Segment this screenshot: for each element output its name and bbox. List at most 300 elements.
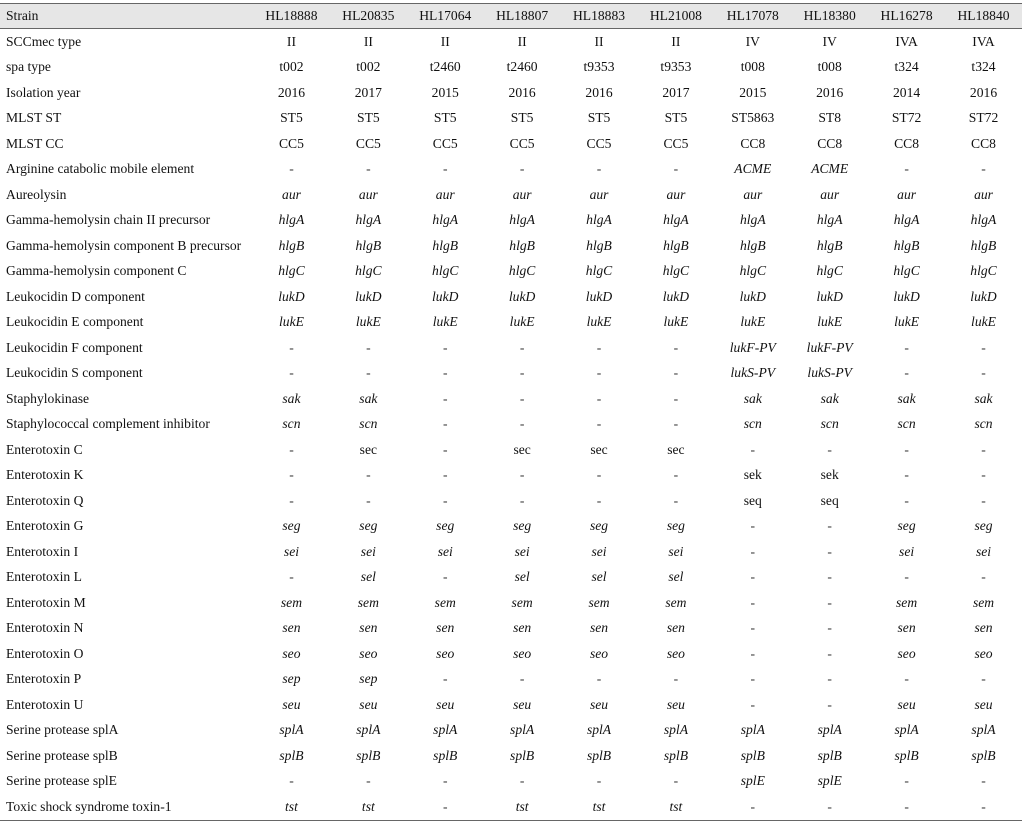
row-label: MLST CC bbox=[6, 135, 64, 151]
table-cell: 2016 bbox=[585, 84, 613, 100]
table-cell: splB bbox=[971, 747, 996, 763]
table-cell: lukS-PV bbox=[807, 365, 852, 381]
table-cell: - bbox=[442, 339, 448, 355]
table-cell: sel bbox=[668, 569, 684, 585]
table-cell: - bbox=[827, 543, 832, 559]
table-cell: sem bbox=[511, 594, 533, 610]
table-cell: - bbox=[519, 773, 525, 789]
table-cell: sak bbox=[743, 390, 762, 406]
table-row bbox=[0, 616, 1022, 642]
table-cell: - bbox=[407, 794, 484, 820]
table-cell: - bbox=[714, 794, 791, 820]
table-cell: tst bbox=[330, 794, 407, 820]
table-cell: - bbox=[596, 671, 602, 687]
table-cell: hlgC bbox=[662, 263, 690, 279]
table-cell: - bbox=[750, 645, 756, 661]
table-cell: - bbox=[827, 518, 832, 534]
table-cell: splA bbox=[663, 722, 688, 738]
table-cell: - bbox=[904, 671, 909, 687]
table-row bbox=[0, 641, 1022, 667]
table-cell: lukE bbox=[279, 314, 304, 330]
table-cell: seo bbox=[666, 645, 685, 661]
table-cell: lukS-PV bbox=[730, 365, 776, 381]
table-cell: scn bbox=[897, 416, 916, 432]
table-cell: scn bbox=[974, 416, 993, 432]
table-cell: sem bbox=[434, 594, 456, 610]
table-cell: sei bbox=[668, 543, 684, 559]
table-cell: 2017 bbox=[354, 84, 382, 100]
table-cell: - bbox=[750, 696, 756, 712]
table-row bbox=[0, 565, 1022, 591]
table-cell: - bbox=[442, 161, 448, 177]
table-cell: hlgC bbox=[432, 263, 459, 279]
table-cell: scn bbox=[359, 416, 378, 432]
table-cell: - bbox=[442, 467, 448, 483]
table-row bbox=[0, 667, 1022, 693]
row-label: Enterotoxin L bbox=[6, 569, 82, 585]
table-cell: sen bbox=[666, 620, 685, 636]
table-cell: ST5 bbox=[510, 110, 534, 126]
table-cell: hlgC bbox=[970, 263, 997, 279]
table-cell: splE bbox=[740, 773, 765, 789]
table-cell: seu bbox=[359, 696, 378, 712]
table-cell: - bbox=[519, 492, 525, 508]
table-cell: seu bbox=[513, 696, 532, 712]
table-cell: sen bbox=[359, 620, 378, 636]
table-cell: hlgB bbox=[432, 237, 459, 253]
table-cell: t9353 bbox=[660, 59, 692, 75]
table-cell: - bbox=[442, 390, 448, 406]
row-label: Arginine catabolic mobile element bbox=[6, 161, 195, 177]
table-cell: - bbox=[289, 365, 294, 381]
table-cell: hlgB bbox=[739, 237, 766, 253]
table-cell: lukD bbox=[662, 288, 690, 304]
header-row bbox=[0, 4, 1022, 29]
table-cell: sec bbox=[667, 441, 685, 457]
table-cell: - bbox=[750, 518, 756, 534]
table-cell: IVA bbox=[895, 33, 918, 49]
table-cell: splB bbox=[586, 747, 612, 763]
row-label: Serine protease splB bbox=[6, 747, 118, 763]
table-cell: - bbox=[791, 794, 868, 820]
table-cell: - bbox=[673, 161, 679, 177]
table-row bbox=[0, 590, 1022, 616]
table-cell: - bbox=[519, 467, 525, 483]
table-cell: ST72 bbox=[968, 110, 999, 126]
table-cell: sep bbox=[359, 671, 378, 687]
table-cell: - bbox=[904, 492, 909, 508]
table-cell: lukE bbox=[509, 314, 535, 330]
table-cell: aur bbox=[743, 186, 763, 202]
header-strain: HL18807 bbox=[484, 4, 561, 29]
table-cell: - bbox=[673, 492, 679, 508]
table-row bbox=[0, 718, 1022, 744]
table-cell: IV bbox=[822, 33, 837, 49]
table-cell: sak bbox=[897, 390, 916, 406]
row-label: Gamma-hemolysin component B precursor bbox=[6, 237, 242, 253]
table-cell: hlgA bbox=[432, 212, 459, 228]
table-row bbox=[0, 743, 1022, 769]
header-strain: HL18888 bbox=[253, 4, 330, 29]
row-label: Aureolysin bbox=[6, 186, 67, 202]
table-cell: CC8 bbox=[740, 135, 766, 151]
table-cell: lukF-PV bbox=[729, 339, 776, 355]
table-cell: splA bbox=[971, 722, 996, 738]
table-cell: - bbox=[289, 773, 294, 789]
table-cell: - bbox=[981, 339, 986, 355]
table-cell: sel bbox=[514, 569, 530, 585]
table-cell: splA bbox=[894, 722, 919, 738]
table-cell: - bbox=[981, 569, 986, 585]
table-cell: - bbox=[673, 390, 679, 406]
table-cell: - bbox=[366, 365, 371, 381]
table-cell: - bbox=[289, 492, 294, 508]
table-cell: - bbox=[750, 569, 756, 585]
table-cell: II bbox=[517, 33, 527, 49]
table-cell: lukD bbox=[278, 288, 305, 304]
table-cell: seg bbox=[589, 518, 609, 534]
row-label: Toxic shock syndrome toxin-1 bbox=[0, 794, 253, 820]
table-cell: - bbox=[904, 339, 909, 355]
table-cell: sem bbox=[280, 594, 303, 610]
table-cell: lukE bbox=[894, 314, 920, 330]
table-cell: aur bbox=[358, 186, 378, 202]
table-cell: - bbox=[519, 339, 525, 355]
table-cell: - bbox=[519, 390, 525, 406]
row-label: Leukocidin D component bbox=[6, 288, 145, 304]
table-cell: - bbox=[673, 416, 679, 432]
table-cell: - bbox=[827, 696, 832, 712]
table-cell: - bbox=[673, 365, 679, 381]
table-cell: splB bbox=[894, 747, 919, 763]
table-row bbox=[0, 233, 1022, 259]
table-row bbox=[0, 361, 1022, 387]
row-label: spa type bbox=[6, 59, 51, 75]
table-cell: lukD bbox=[432, 288, 459, 304]
table-cell: lukE bbox=[740, 314, 766, 330]
table-cell: - bbox=[519, 161, 525, 177]
table-cell: sek bbox=[743, 467, 762, 483]
table-cell: CC5 bbox=[278, 135, 304, 151]
table-cell: ST72 bbox=[891, 110, 922, 126]
table-cell: - bbox=[289, 467, 294, 483]
table-cell: - bbox=[596, 773, 602, 789]
table-cell: sek bbox=[820, 467, 839, 483]
table-cell: t324 bbox=[894, 59, 919, 75]
table-cell: lukE bbox=[663, 314, 689, 330]
row-label: Enterotoxin G bbox=[6, 518, 84, 534]
table-cell: aur bbox=[666, 186, 686, 202]
table-cell: 2016 bbox=[816, 84, 844, 100]
table-cell: sen bbox=[282, 620, 301, 636]
table-cell: splB bbox=[817, 747, 842, 763]
table-cell: ACME bbox=[734, 161, 772, 177]
table-cell: - bbox=[673, 339, 679, 355]
table-cell: tst bbox=[561, 794, 638, 820]
table-cell: splA bbox=[510, 722, 535, 738]
table-cell: t324 bbox=[971, 59, 996, 75]
table-cell: sec bbox=[513, 441, 531, 457]
table-cell: seu bbox=[589, 696, 609, 712]
header-strain: HL18840 bbox=[945, 4, 1022, 29]
row-label: Enterotoxin Q bbox=[6, 492, 84, 508]
table-cell: lukF-PV bbox=[806, 339, 853, 355]
table-row bbox=[0, 514, 1022, 540]
table-cell: - bbox=[289, 161, 294, 177]
table-cell: seo bbox=[359, 645, 378, 661]
table-cell: hlgC bbox=[585, 263, 613, 279]
table-cell: seo bbox=[436, 645, 455, 661]
table-row bbox=[0, 310, 1022, 336]
table-cell: - bbox=[596, 492, 602, 508]
header-strain: HL21008 bbox=[637, 4, 714, 29]
table-row bbox=[0, 335, 1022, 361]
table-cell: t2460 bbox=[429, 59, 461, 75]
table-row bbox=[0, 769, 1022, 795]
table-cell: hlgA bbox=[509, 212, 535, 228]
row-label: Serine protease splE bbox=[6, 773, 117, 789]
table-cell: CC5 bbox=[509, 135, 535, 151]
table-cell: sep bbox=[282, 671, 301, 687]
row-label: MLST ST bbox=[6, 110, 62, 126]
row-label: Enterotoxin O bbox=[6, 645, 84, 661]
table-cell: splB bbox=[433, 747, 458, 763]
table-cell: II bbox=[363, 33, 373, 49]
table-cell: seg bbox=[359, 518, 378, 534]
table-cell: sem bbox=[972, 594, 995, 610]
table-cell: sem bbox=[357, 594, 379, 610]
table-cell: aur bbox=[897, 186, 917, 202]
table-cell: sem bbox=[896, 594, 918, 610]
table-row bbox=[0, 106, 1022, 132]
table-cell: - bbox=[442, 492, 448, 508]
table-cell: hlgC bbox=[508, 263, 536, 279]
table-cell: sei bbox=[591, 543, 607, 559]
table-cell: sen bbox=[436, 620, 455, 636]
row-label: Enterotoxin I bbox=[6, 543, 79, 559]
table-cell: aur bbox=[589, 186, 609, 202]
table-cell: sen bbox=[974, 620, 993, 636]
table-row bbox=[0, 157, 1022, 183]
table-cell: - bbox=[750, 671, 756, 687]
table-cell: seo bbox=[897, 645, 916, 661]
table-cell: - bbox=[827, 594, 832, 610]
table-cell: tst bbox=[253, 794, 330, 820]
table-cell: - bbox=[904, 441, 909, 457]
header-strain: HL16278 bbox=[868, 4, 945, 29]
table-cell: - bbox=[673, 773, 679, 789]
table-cell: sei bbox=[283, 543, 300, 559]
table-cell: scn bbox=[282, 416, 301, 432]
table-cell: lukD bbox=[739, 288, 767, 304]
table-cell: - bbox=[673, 467, 679, 483]
row-label: Enterotoxin U bbox=[6, 696, 84, 712]
table-cell: splB bbox=[740, 747, 765, 763]
table-cell: sel bbox=[591, 569, 607, 585]
table-cell: lukE bbox=[971, 314, 996, 330]
table-row bbox=[0, 284, 1022, 310]
table-cell: sak bbox=[820, 390, 839, 406]
row-label: Leukocidin S component bbox=[6, 365, 143, 381]
table-cell: - bbox=[981, 161, 986, 177]
table-cell: - bbox=[981, 467, 986, 483]
table-cell: ACME bbox=[811, 161, 849, 177]
table-cell: hlgB bbox=[586, 237, 612, 253]
table-cell: - bbox=[750, 620, 756, 636]
table-cell: seo bbox=[513, 645, 532, 661]
table-cell: ST5 bbox=[280, 110, 303, 126]
table-cell: lukD bbox=[355, 288, 382, 304]
table-cell: lukD bbox=[508, 288, 536, 304]
table-cell: aur bbox=[820, 186, 840, 202]
table-cell: splA bbox=[433, 722, 458, 738]
table-cell: seo bbox=[282, 645, 301, 661]
table-cell: - bbox=[904, 161, 909, 177]
table-cell: tst bbox=[484, 794, 561, 820]
table-cell: - bbox=[673, 671, 679, 687]
table-cell: hlgA bbox=[816, 212, 843, 228]
table-cell: hlgB bbox=[509, 237, 535, 253]
table-cell: sen bbox=[513, 620, 532, 636]
table-cell: splA bbox=[279, 722, 304, 738]
table-cell: lukD bbox=[585, 288, 613, 304]
row-label: Leukocidin E component bbox=[6, 314, 144, 330]
table-cell: t002 bbox=[279, 59, 304, 75]
table-cell: seq bbox=[820, 492, 839, 508]
table-cell: ST5863 bbox=[731, 110, 775, 126]
table-cell: seg bbox=[282, 518, 301, 534]
table-cell: - bbox=[904, 467, 909, 483]
table-cell: - bbox=[904, 569, 909, 585]
table-row bbox=[0, 386, 1022, 412]
table-cell: sei bbox=[360, 543, 376, 559]
row-label: Enterotoxin P bbox=[6, 671, 82, 687]
row-label: Enterotoxin C bbox=[6, 441, 83, 457]
strain-virulence-table bbox=[0, 3, 1022, 821]
table-cell: hlgB bbox=[663, 237, 689, 253]
table-cell: CC5 bbox=[586, 135, 612, 151]
table-row bbox=[0, 55, 1022, 81]
table-cell: lukD bbox=[970, 288, 997, 304]
table-cell: splA bbox=[740, 722, 765, 738]
table-cell: seo bbox=[589, 645, 609, 661]
table-cell: sen bbox=[589, 620, 609, 636]
table-cell: scn bbox=[743, 416, 762, 432]
table-row bbox=[0, 259, 1022, 285]
table-cell: - bbox=[596, 339, 602, 355]
table-cell: sak bbox=[359, 390, 378, 406]
table-cell: hlgC bbox=[816, 263, 843, 279]
row-label: Gamma-hemolysin chain II precursor bbox=[6, 212, 211, 228]
table-cell: aur bbox=[512, 186, 532, 202]
table-cell: CC5 bbox=[355, 135, 381, 151]
table-cell: - bbox=[366, 492, 371, 508]
table-cell: sak bbox=[974, 390, 993, 406]
table-cell: seq bbox=[743, 492, 762, 508]
table-cell: - bbox=[442, 569, 448, 585]
header-strain: HL18883 bbox=[561, 4, 638, 29]
table-row bbox=[0, 488, 1022, 514]
table-row bbox=[0, 80, 1022, 106]
table-cell: splA bbox=[356, 722, 381, 738]
table-cell: 2017 bbox=[662, 84, 690, 100]
table-cell: hlgC bbox=[739, 263, 767, 279]
table-cell: scn bbox=[820, 416, 839, 432]
table-cell: - bbox=[519, 671, 525, 687]
table-cell: lukD bbox=[893, 288, 920, 304]
table-cell: ST5 bbox=[587, 110, 611, 126]
table-cell: - bbox=[366, 467, 371, 483]
table-cell: 2015 bbox=[431, 84, 459, 100]
table-cell: sei bbox=[975, 543, 992, 559]
table-cell: - bbox=[519, 416, 525, 432]
row-label: Enterotoxin K bbox=[6, 467, 84, 483]
table-cell: - bbox=[827, 620, 832, 636]
table-cell: hlgA bbox=[586, 212, 612, 228]
table-cell: - bbox=[289, 569, 294, 585]
table-cell: - bbox=[981, 441, 986, 457]
table-cell: seu bbox=[897, 696, 916, 712]
table-cell: IVA bbox=[972, 33, 995, 49]
table-cell: hlgA bbox=[739, 212, 766, 228]
row-label: Enterotoxin N bbox=[6, 620, 84, 636]
table-cell: seg bbox=[513, 518, 532, 534]
table-cell: - bbox=[366, 773, 371, 789]
table-row bbox=[0, 794, 1022, 820]
row-label: Leukocidin F component bbox=[6, 339, 143, 355]
table-cell: II bbox=[286, 33, 296, 49]
table-cell: ST5 bbox=[664, 110, 688, 126]
table-cell: sem bbox=[588, 594, 610, 610]
table-cell: sec bbox=[359, 441, 378, 457]
table-cell: - bbox=[442, 773, 448, 789]
table-cell: aur bbox=[974, 186, 993, 202]
table-cell: - bbox=[596, 365, 602, 381]
table-cell: - bbox=[442, 671, 448, 687]
table-cell: splA bbox=[817, 722, 842, 738]
table-cell: sel bbox=[360, 569, 376, 585]
table-cell: hlgB bbox=[816, 237, 843, 253]
table-cell: t2460 bbox=[506, 59, 538, 75]
table-cell: 2016 bbox=[969, 84, 998, 100]
table-row bbox=[0, 182, 1022, 208]
table-cell: 2016 bbox=[277, 84, 306, 100]
table-cell: seu bbox=[436, 696, 455, 712]
table-cell: - bbox=[981, 773, 986, 789]
table-cell: II bbox=[671, 33, 681, 49]
table-row bbox=[0, 412, 1022, 438]
table-row bbox=[0, 539, 1022, 565]
header-strain: HL17064 bbox=[407, 4, 484, 29]
table-cell: hlgB bbox=[278, 237, 305, 253]
table-cell: - bbox=[442, 441, 448, 457]
table-cell: - bbox=[596, 161, 602, 177]
table-cell: - bbox=[519, 365, 525, 381]
table-cell: hlgC bbox=[893, 263, 920, 279]
table-cell: - bbox=[981, 365, 986, 381]
table-cell: lukE bbox=[817, 314, 843, 330]
table-cell: - bbox=[827, 441, 832, 457]
table-cell: splB bbox=[356, 747, 381, 763]
row-label: Enterotoxin M bbox=[6, 594, 86, 610]
table-cell: - bbox=[596, 390, 602, 406]
table-cell: ST8 bbox=[818, 110, 842, 126]
table-cell: - bbox=[904, 365, 909, 381]
table-cell: - bbox=[596, 467, 602, 483]
table-cell: splA bbox=[586, 722, 612, 738]
table-cell: lukD bbox=[816, 288, 843, 304]
table-cell: t008 bbox=[817, 59, 842, 75]
